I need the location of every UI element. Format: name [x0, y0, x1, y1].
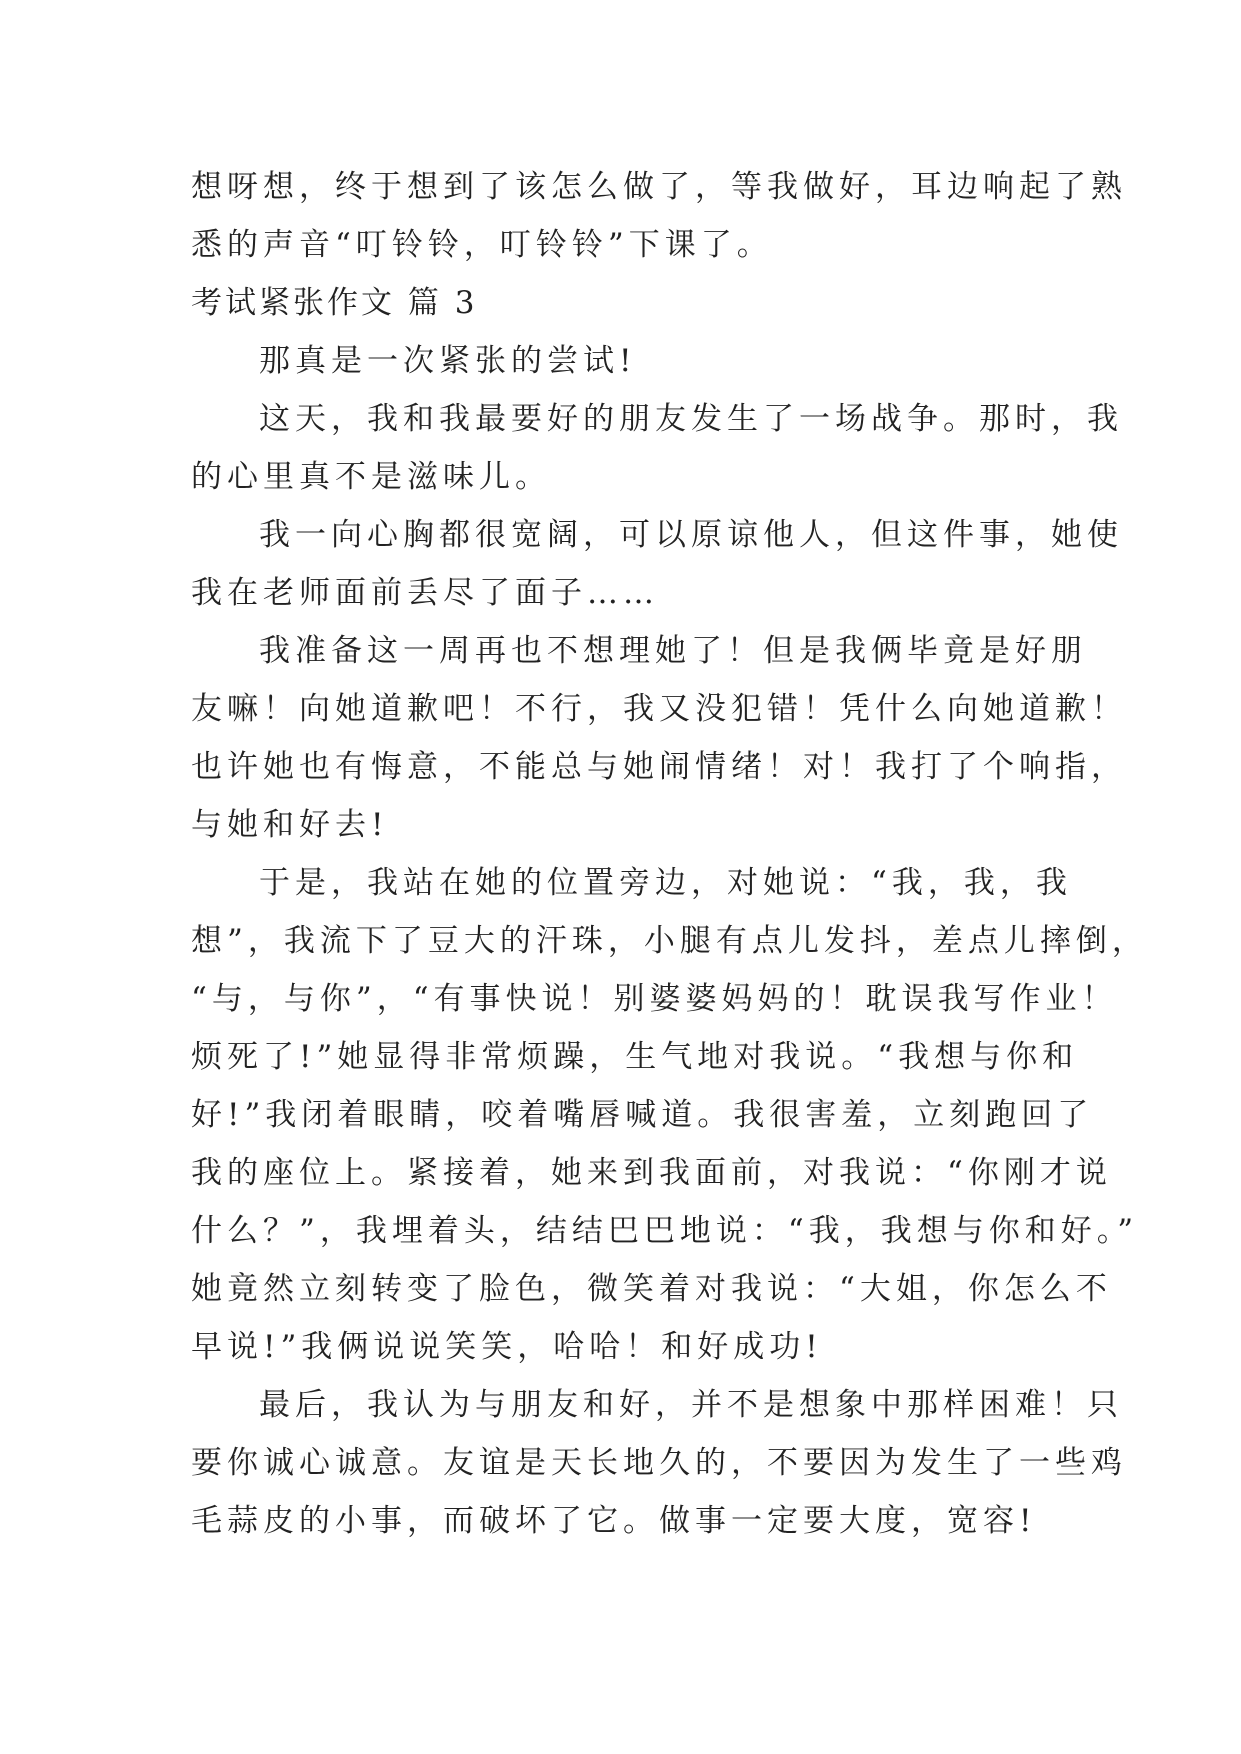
text-line: 要你诚心诚意。友谊是天长地久的，不要因为发生了一些鸡: [191, 1445, 1127, 1481]
paragraph: [191, 506, 1123, 622]
text-line: 我准备这一周再也不想理她了！但是我俩毕竟是好朋: [259, 633, 1087, 669]
document-body: [191, 158, 1148, 1550]
text-line: 想”，我流下了豆大的汗珠，小腿有点儿发抖，差点儿摔倒，: [191, 923, 1148, 959]
text-line: 悉的声音“叮铃铃，叮铃铃”下课了。: [191, 227, 773, 263]
paragraph: [191, 332, 1051, 390]
text-line: 于是，我站在她的位置旁边，对她说：“我，我，我: [259, 865, 1072, 901]
text-line: 她竟然立刻转变了脸色，微笑着对我说：“大姐，你怎么不: [191, 1271, 1112, 1307]
text-line: 最后，我认为与朋友和好，并不是想象中那样困难！只: [259, 1387, 1123, 1423]
text-line: 这天，我和我最要好的朋友发生了一场战争。那时，我: [259, 401, 1123, 437]
paragraph: [191, 854, 1148, 1376]
paragraph: [191, 390, 1123, 506]
text-line: 烦死了!”她显得非常烦躁，生气地对我说。“我想与你和: [191, 1039, 1079, 1075]
text-line: 的心里真不是滋味儿。: [191, 459, 551, 495]
paragraph: [191, 622, 1127, 854]
text-line: 早说!”我俩说说笑笑，哈哈！和好成功!: [191, 1329, 823, 1365]
section-heading: 考试紧张作文 篇 3: [191, 285, 478, 321]
text-line: 我的座位上。紧接着，她来到我面前，对我说：“你刚才说: [191, 1155, 1112, 1191]
text-line: 友嘛！向她道歉吧！不行，我又没犯错！凭什么向她道歉！: [191, 691, 1127, 727]
text-line: 毛蒜皮的小事，而破坏了它。做事一定要大度，宽容!: [191, 1503, 1037, 1539]
text-line: “与，与你”，“有事快说！别婆婆妈妈的！耽误我写作业！: [191, 981, 1118, 1017]
text-line: 我在老师面前丢尽了面子……: [191, 575, 659, 611]
paragraph: [191, 1376, 1127, 1550]
text-line: 那真是一次紧张的尝试!: [259, 343, 637, 379]
text-line: 我一向心胸都很宽阔，可以原谅他人，但这件事，她使: [259, 517, 1123, 553]
text-line: 想呀想，终于想到了该怎么做了，等我做好，耳边响起了熟: [191, 169, 1127, 205]
text-line: 也许她也有悔意，不能总与她闹情绪！对！我打了个响指，: [191, 749, 1127, 785]
text-line: 好!”我闭着眼睛，咬着嘴唇喊道。我很害羞，立刻跑回了: [191, 1097, 1094, 1133]
text-line: 与她和好去!: [191, 807, 389, 843]
text-line: 什么？”，我埋着头，结结巴巴地说：“我，我想与你和好。”: [191, 1213, 1139, 1249]
